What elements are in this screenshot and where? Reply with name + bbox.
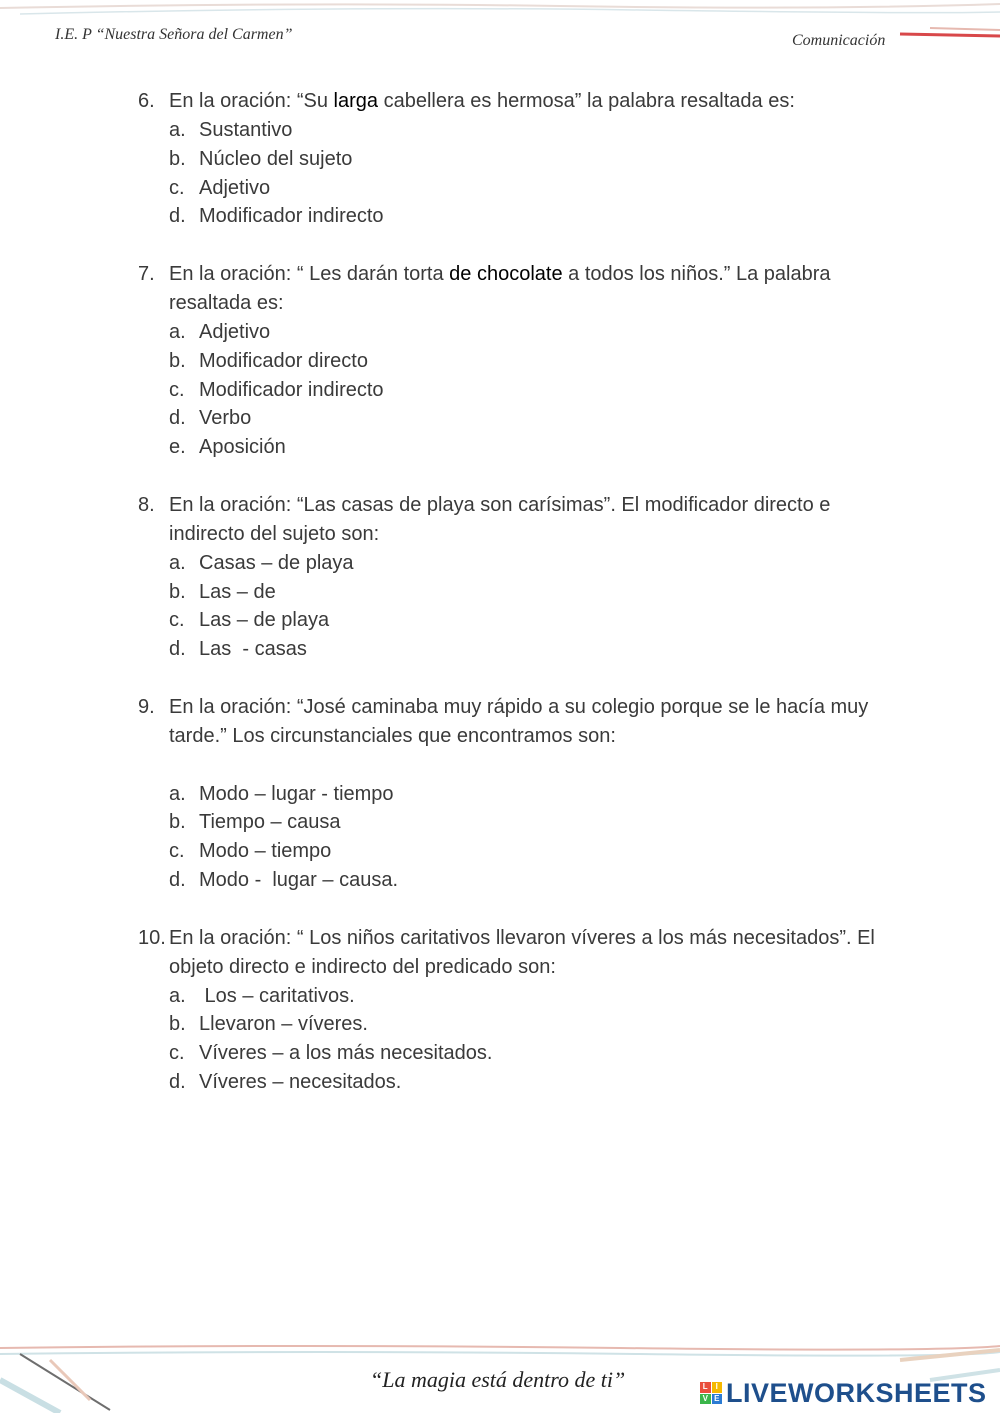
question-text: resaltada es: xyxy=(169,291,284,314)
question-list xyxy=(138,87,918,1097)
answer-option[interactable] xyxy=(138,433,918,462)
option-text: Verbo xyxy=(199,407,252,430)
question-number: 9. xyxy=(138,695,155,718)
answer-option[interactable] xyxy=(138,376,918,405)
question-text-line xyxy=(138,953,918,982)
question-text: En la oración: “ Les darán torta xyxy=(169,262,450,285)
footer-quote: “La magia está dentro de ti” xyxy=(370,1367,626,1392)
option-text: Las - casas xyxy=(199,638,307,661)
option-letter: b. xyxy=(169,580,186,603)
option-text: Adjetivo xyxy=(199,320,271,343)
question-number: 6. xyxy=(138,90,155,112)
question-text: cabellera es hermosa” la palabra resaltada es: xyxy=(378,90,795,112)
option-text: Casas – de playa xyxy=(199,551,354,574)
liveworksheets-logo-icon xyxy=(700,1382,722,1404)
answer-option[interactable] xyxy=(138,116,918,145)
question-7 xyxy=(138,260,918,491)
brand-text: LIVEWORKSHEETS xyxy=(726,1377,987,1408)
option-letter: b. xyxy=(169,1013,186,1036)
option-text: Las – de xyxy=(199,580,276,603)
answer-option[interactable] xyxy=(138,606,918,635)
spacer xyxy=(138,751,918,780)
option-text: Víveres – a los más necesitados. xyxy=(199,1042,493,1065)
question-text-line xyxy=(138,260,918,289)
option-letter: c. xyxy=(169,378,185,401)
question-text: En la oración: “ Los niños caritativos llevaron víveres a los más necesitados”. El xyxy=(169,926,875,949)
option-letter: a. xyxy=(169,320,186,343)
answer-option[interactable] xyxy=(138,549,918,578)
option-letter: d. xyxy=(169,868,186,891)
option-letter: a. xyxy=(169,551,186,574)
question-text-line xyxy=(138,289,918,318)
subject-name: Comunicación xyxy=(792,32,886,49)
question-number: 8. xyxy=(138,493,155,516)
question-text-line xyxy=(138,87,918,116)
answer-option[interactable] xyxy=(138,404,918,433)
logo-square: V xyxy=(700,1394,711,1405)
question-text: tarde.” Los circunstanciales que encontramos son: xyxy=(169,724,616,747)
option-text: Aposición xyxy=(199,436,286,459)
answer-option[interactable] xyxy=(138,780,918,809)
option-letter: e. xyxy=(169,436,186,459)
question-number: 7. xyxy=(138,262,155,285)
option-text: Tiempo – causa xyxy=(199,811,341,834)
spacer xyxy=(138,231,918,260)
answer-option[interactable] xyxy=(138,866,918,895)
answer-option[interactable] xyxy=(138,347,918,376)
question-text: En la oración: “José caminaba muy rápido a su colegio porque se le hacía muy xyxy=(169,695,869,718)
option-letter: a. xyxy=(169,119,186,141)
question-text-line xyxy=(138,693,918,722)
option-letter: d. xyxy=(169,1070,186,1093)
option-letter: c. xyxy=(169,840,185,863)
answer-option[interactable] xyxy=(138,1010,918,1039)
liveworksheets-brand[interactable] xyxy=(700,1378,987,1408)
option-text: Sustantivo xyxy=(199,119,293,141)
highlighted-word: de chocolate xyxy=(449,262,563,285)
spacer xyxy=(138,664,918,693)
question-text-line xyxy=(138,722,918,751)
answer-option[interactable] xyxy=(138,635,918,664)
logo-square: L xyxy=(700,1382,711,1393)
question-text-line xyxy=(138,491,918,520)
answer-option[interactable] xyxy=(138,318,918,347)
option-text: Modo - lugar – causa. xyxy=(199,868,398,891)
answer-option[interactable] xyxy=(138,1039,918,1068)
answer-option[interactable] xyxy=(138,982,918,1011)
question-text-line xyxy=(138,520,918,549)
option-letter: c. xyxy=(169,1042,185,1065)
option-letter: d. xyxy=(169,638,186,661)
option-text: Llevaron – víveres. xyxy=(199,1013,368,1036)
question-text: En la oración: “Las casas de playa son carísimas”. El modificador directo e xyxy=(169,493,831,516)
question-6 xyxy=(138,87,918,260)
option-letter: c. xyxy=(169,176,185,199)
question-10 xyxy=(138,924,918,1097)
question-8 xyxy=(138,491,918,693)
option-text: Los – caritativos. xyxy=(199,984,355,1007)
option-letter: d. xyxy=(169,407,186,430)
question-9 xyxy=(138,693,918,924)
option-letter: d. xyxy=(169,205,186,228)
option-text: Modo – lugar - tiempo xyxy=(199,782,394,805)
option-letter: c. xyxy=(169,609,185,632)
school-name: I.E. P “Nuestra Señora del Carmen” xyxy=(55,26,293,43)
option-letter: b. xyxy=(169,349,186,372)
option-text: Modificador directo xyxy=(199,349,368,372)
answer-option[interactable] xyxy=(138,837,918,866)
option-letter: b. xyxy=(169,811,186,834)
option-letter: a. xyxy=(169,782,186,805)
option-letter: a. xyxy=(169,984,186,1007)
option-letter: b. xyxy=(169,147,186,170)
option-text: Núcleo del sujeto xyxy=(199,147,353,170)
question-text: objeto directo e indirecto del predicado son: xyxy=(169,955,556,978)
question-text: indirecto del sujeto son: xyxy=(169,522,380,545)
option-text: Las – de playa xyxy=(199,609,330,632)
highlighted-word: larga xyxy=(333,90,379,112)
option-text: Modificador indirecto xyxy=(199,378,384,401)
answer-option[interactable] xyxy=(138,808,918,837)
logo-square: E xyxy=(712,1394,723,1405)
answer-option[interactable] xyxy=(138,1068,918,1097)
answer-option[interactable] xyxy=(138,202,918,231)
spacer xyxy=(138,462,918,491)
question-text: a todos los niños.” La palabra xyxy=(562,262,831,285)
answer-option[interactable] xyxy=(138,174,918,203)
answer-option[interactable] xyxy=(138,578,918,607)
option-text: Modificador indirecto xyxy=(199,205,384,228)
answer-option[interactable] xyxy=(138,145,918,174)
option-text: Víveres – necesitados. xyxy=(199,1070,402,1093)
logo-square: I xyxy=(712,1382,723,1393)
question-text-line xyxy=(138,924,918,953)
spacer xyxy=(138,895,918,924)
option-text: Modo – tiempo xyxy=(199,840,332,863)
question-number: 10. xyxy=(138,926,166,949)
question-text: En la oración: “Su xyxy=(169,90,334,112)
option-text: Adjetivo xyxy=(199,176,271,199)
